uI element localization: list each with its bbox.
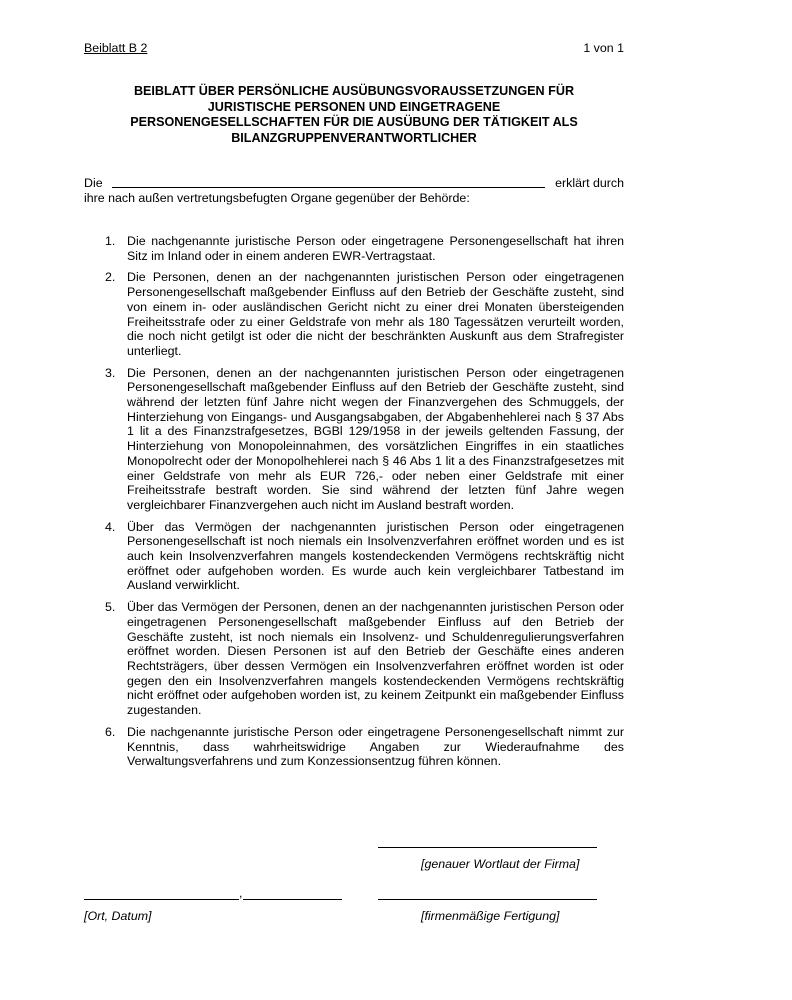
list-item — [84, 234, 624, 263]
signature-label: [firmenmäßige Fertigung] — [421, 909, 560, 923]
title-line: PERSONENGESELLSCHAFTEN FÜR DIE AUSÜBUNG DER TÄTIGKEIT ALS — [130, 115, 578, 130]
title-line: BEIBLATT ÜBER PERSÖNLICHE AUSÜBUNGSVORAUSSETZUNGEN FÜR — [133, 84, 575, 98]
signature-line[interactable] — [378, 899, 597, 900]
item-number: 6. — [105, 724, 116, 739]
item-text: Über das Vermögen der Personen, denen an der nachgenannten juristischen Person oder eingetragenen Personengesellschaft maßgebender Einfluss auf den Betrieb der Geschäfte zusteht, ist noch niemals ein Insolvenz- und Schuldenregulierungsverfahren eröffnet worden. Diesen Personen ist auf den Betrieb der Geschäfte eines anderen Rechtsträgers, über dessen Vermögen ein Insolvenzverfahren eröffnet worden ist oder gegen den ein Insolvenzverfahren mangels kostendeckenden Vermögens rechtskräftig nicht eröffnet oder aufgehoben worden ist, zu keinem Zeitpunkt ein maßgebender Einfluss zugestanden. — [127, 600, 624, 718]
item-number: 3. — [105, 365, 116, 380]
header-form-id: Beiblatt B 2 — [84, 41, 148, 55]
place-date-label: [Ort, Datum] — [84, 909, 152, 923]
intro-prefix: Die — [84, 176, 103, 190]
item-number: 1. — [105, 234, 116, 248]
header-page-number: 1 von 1 — [583, 41, 624, 55]
place-line[interactable] — [84, 899, 239, 900]
list-item — [84, 600, 624, 718]
company-name-signature-line[interactable] — [378, 847, 597, 848]
item-text: Die nachgenannte juristische Person oder eingetragene Personengesellschaft nimmt zur Kenntnis, dass wahrheitswidrige Angaben zur Wiederaufnahme des Verwaltungsverfahrens und zum Konzessionsentzug führen können. — [127, 724, 624, 769]
item-number: 2. — [105, 270, 116, 285]
title-line: BILANZGRUPPENVERANTWORTLICHER — [231, 131, 477, 146]
title-line: JURISTISCHE PERSONEN UND EINGETRAGENE — [207, 99, 501, 114]
item-text: Über das Vermögen der nachgenannten juristischen Person oder eingetragenen Personengesellschaft ist noch niemals ein Insolvenzverfahren eröffnet worden und es ist auch kein Insolvenzverfahren mangels kostendeckenden Vermögens rechtskräftig nicht eröffnet oder aufgehoben worden. Es wurde auch kein vergleichbarer Tatbestand im Ausland verwirklicht. — [127, 519, 624, 593]
intro-statement — [84, 176, 624, 205]
intro-suffix: erklärt durch — [555, 176, 624, 190]
intro-line2: ihre nach außen vertretungsbefugten Organe gegenüber der Behörde: — [84, 190, 470, 205]
list-item — [84, 725, 624, 769]
item-number: 5. — [105, 600, 116, 615]
document-title — [84, 84, 624, 147]
list-item — [84, 366, 624, 513]
item-number: 4. — [105, 519, 116, 534]
date-line[interactable] — [243, 899, 342, 900]
list-item — [84, 520, 624, 594]
declaration-list — [84, 234, 624, 776]
list-item — [84, 270, 624, 358]
company-name-blank[interactable] — [112, 176, 545, 188]
company-name-label: [genauer Wortlaut der Firma] — [421, 857, 580, 871]
item-text: Die Personen, denen an der nachgenannten juristischen Person oder eingetragenen Personengesellschaft maßgebender Einfluss auf den Betrieb der Geschäfte zusteht, sind während der letzten fünf Jahre nicht wegen der Finanzvergehen des Schmuggels, der Hinterziehung von Eingangs- und Ausgangsabgaben, der Abgabenhehlerei nach § 37 Abs 1 lit a des Finanzstrafgesetzes, BGBl 129/1958 in der jeweils geltenden Fassung, der Hinterziehung von Monopoleinnahmen, des vorsätzlichen Eingriffes in ein staatliches Monopolrecht oder der Monopolhehlerei nach § 46 Abs 1 lit a des Finanzstrafgesetzes mit einer Geldstrafe von mehr als EUR 726,- oder neben einer Geldstrafe mit einer Freiheitsstrafe bestraft worden. Sie sind während der letzten fünf Jahre wegen vergleichbarer Finanzvergehen auch nicht im Ausland bestraft worden. — [127, 365, 624, 512]
item-text: Die Personen, denen an der nachgenannten juristischen Person oder eingetragenen Personengesellschaft maßgebender Einfluss auf den Betrieb der Geschäfte zusteht, sind von einem in- oder ausländischen Gericht nicht zu einer drei Monaten übersteigenden Freiheitsstrafe oder zu einer Geldstrafe von mehr als 180 Tagessätzen verurteilt worden, die noch nicht getilgt ist oder die nicht der beschränkten Auskunft aus dem Strafregister unterliegt. — [127, 270, 624, 358]
place-date-separator: , — [239, 886, 243, 900]
item-text: Die nachgenannte juristische Person oder eingetragene Personengesellschaft hat ihren Sitz im Inland oder in einem anderen EWR-Vertragstaat. — [127, 234, 624, 263]
